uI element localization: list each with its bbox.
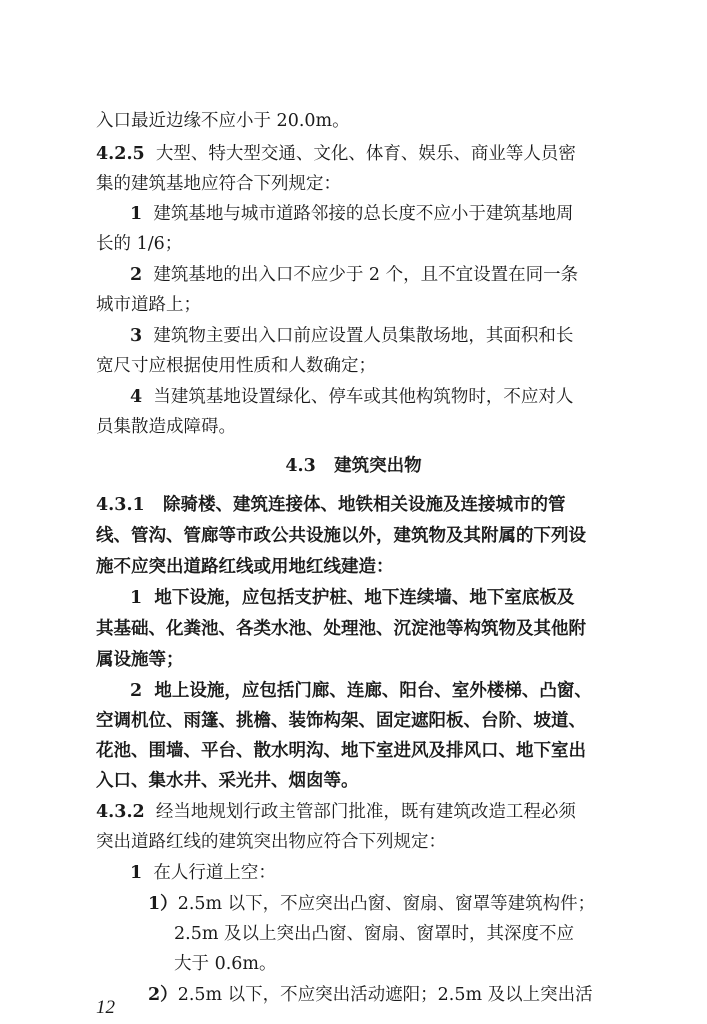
item-text-line: [96, 615, 707, 643]
text: 花池、围墙、平台、散水明沟、地下室进风及排风口、地下室出: [96, 741, 586, 761]
clause-4-2-5: [96, 140, 707, 168]
sub-item-text: 2.5m 以下，不应突出活动遮阳；2.5m 及以上突出活: [177, 985, 593, 1005]
clause-text-line: [96, 170, 707, 198]
text: 宽尺寸应根据使用性质和人数确定；: [96, 356, 376, 376]
clause-text: 经当地规划行政主管部门批准，既有建筑改造工程必须: [155, 802, 576, 822]
sub-item: [148, 981, 707, 1009]
item-number: 1: [130, 204, 143, 224]
item-text: 地上设施，应包括门廊、连廊、阳台、室外楼梯、凸窗、: [154, 681, 592, 701]
text: 集的建筑基地应符合下列规定：: [96, 174, 341, 194]
item-number: 3: [130, 326, 143, 346]
list-item: [130, 261, 707, 289]
item-text: 建筑物主要出入口前应设置人员集散场地，其面积和长: [153, 326, 574, 346]
section-heading: [0, 452, 707, 480]
sub-item-text: 2.5m 以下，不应突出凸窗、窗扇、窗罩等建筑构件；: [177, 894, 596, 914]
text: 入口、集水井、采光井、烟囱等。: [96, 771, 359, 791]
paragraph-continuation: [96, 107, 707, 135]
item-text-line: [96, 291, 707, 319]
clause-number: 4.2.5: [96, 144, 145, 164]
text: 城市道路上；: [96, 295, 201, 315]
clause-text-line: [96, 522, 707, 550]
item-number: 4: [130, 387, 143, 407]
list-item: [130, 677, 707, 705]
item-text-line: [96, 230, 707, 258]
list-item: [130, 322, 707, 350]
item-text: 建筑基地的出入口不应少于 2 个，且不宜设置在同一条: [153, 265, 579, 285]
text: 突出道路红线的建筑突出物应符合下列规定：: [96, 832, 446, 852]
clause-text-line: [96, 553, 707, 581]
item-number: 1: [130, 588, 143, 608]
item-text-line: [96, 767, 707, 795]
list-item: [130, 859, 707, 887]
text: 属设施等；: [96, 650, 184, 670]
clause-text-line: [96, 828, 707, 856]
section-number: 4.3: [285, 456, 316, 476]
item-text: 在人行道上空：: [153, 863, 276, 883]
sub-item-text-line: [174, 950, 707, 978]
item-text-line: [96, 413, 707, 441]
list-item: [130, 200, 707, 228]
section-title: 建筑突出物: [334, 456, 422, 476]
sub-item: [148, 890, 707, 918]
clause-4-3-1: [96, 491, 707, 519]
text: 员集散造成障碍。: [96, 417, 236, 437]
item-text: 地下设施，应包括支护桩、地下连续墙、地下室底板及: [154, 588, 575, 608]
clause-4-3-2: [96, 798, 707, 826]
text: 线、管沟、管廊等市政公共设施以外，建筑物及其附属的下列设: [96, 526, 586, 546]
clause-number: 4.3.2: [96, 802, 145, 822]
clause-number: 4.3.1: [96, 495, 145, 515]
item-number: 2: [130, 681, 143, 701]
clause-text: 除骑楼、建筑连接体、地铁相关设施及连接城市的管: [163, 495, 566, 515]
text: 空调机位、雨篷、挑檐、装饰构架、固定遮阳板、台阶、坡道、: [96, 711, 586, 731]
sub-item-number: 2）: [148, 985, 178, 1005]
sub-item-text-line: [174, 920, 707, 948]
item-text-line: [96, 352, 707, 380]
item-text: 当建筑基地设置绿化、停车或其他构筑物时，不应对人: [153, 387, 574, 407]
list-item: [130, 584, 707, 612]
text: 其基础、化粪池、各类水池、处理池、沉淀池等构筑物及其他附: [96, 619, 586, 639]
item-text-line: [96, 707, 707, 735]
text: 长的 1/6；: [96, 234, 183, 254]
item-text-line: [96, 646, 707, 674]
text: 大于 0.6m。: [174, 954, 277, 974]
item-number: 2: [130, 265, 143, 285]
text: 施不应突出道路红线或用地红线建造：: [96, 557, 394, 577]
sub-item-number: 1）: [148, 894, 178, 914]
item-number: 1: [130, 863, 143, 883]
page-number: 12: [96, 997, 115, 1018]
clause-text: 大型、特大型交通、文化、体育、娱乐、商业等人员密: [155, 144, 576, 164]
item-text: 建筑基地与城市道路邻接的总长度不应小于建筑基地周: [153, 204, 574, 224]
text: 入口最近边缘不应小于 20.0m。: [96, 111, 350, 131]
text: 2.5m 及以上突出凸窗、窗扇、窗罩时，其深度不应: [174, 924, 574, 944]
item-text-line: [96, 737, 707, 765]
list-item: [130, 383, 707, 411]
